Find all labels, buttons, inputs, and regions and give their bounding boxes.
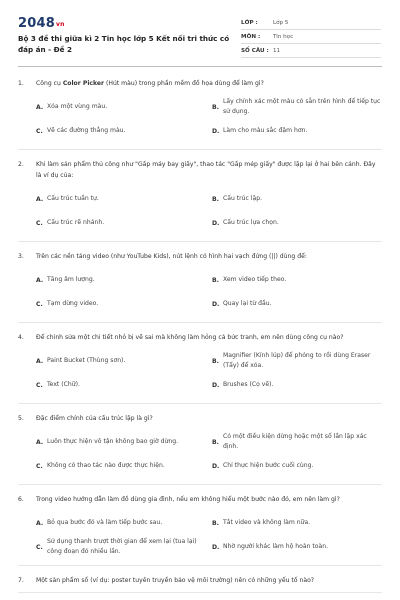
answer-option[interactable] xyxy=(36,211,206,235)
question-text xyxy=(36,251,382,262)
question-number: 2. xyxy=(18,161,24,168)
answer-option[interactable] xyxy=(36,349,206,373)
question-text-part: Khi làm sản phẩm thủ công như "Gấp máy bay giấy", thao tác "Gấp mép giấy" được lặp lại ở hai bên cánh. Đây là ví dụ của: xyxy=(36,161,376,179)
option-letter: D. xyxy=(212,219,220,227)
answer-option[interactable] xyxy=(36,535,206,559)
option-letter: C. xyxy=(36,300,43,308)
question-list xyxy=(18,78,382,593)
option-text: Text (Chữ). xyxy=(47,381,80,388)
option-letter: A. xyxy=(36,103,44,111)
option-letter: D. xyxy=(212,462,220,470)
answer-option[interactable] xyxy=(212,373,382,397)
question-header xyxy=(18,78,382,89)
question-item xyxy=(18,150,382,242)
question-header xyxy=(18,332,382,343)
question-item xyxy=(18,78,382,150)
option-letter: D. xyxy=(212,127,220,135)
question-number: 5. xyxy=(18,415,24,422)
option-text: Cấu trúc lựa chọn. xyxy=(223,219,279,226)
question-number: 4. xyxy=(18,334,24,341)
meta-value-subject: Tin học xyxy=(273,33,294,40)
option-text: Sử dụng thanh trượt thời gian để xem lại (tua lại) công đoạn đó nhiều lần. xyxy=(47,538,197,555)
option-text: Tăng âm lượng. xyxy=(47,276,95,283)
option-text: Tạm dừng video. xyxy=(47,300,99,307)
option-text: Paint Bucket (Thùng sơn). xyxy=(47,357,126,364)
question-item xyxy=(18,242,382,323)
site-logo[interactable] xyxy=(18,16,65,31)
option-letter: B. xyxy=(212,357,219,365)
question-number: 1. xyxy=(18,80,24,87)
meta-label-grade: LỚP : xyxy=(241,19,258,26)
answer-option[interactable] xyxy=(212,211,382,235)
option-text: Bỏ qua bước đó và làm tiếp bước sau. xyxy=(47,519,163,526)
option-text: Chỉ thực hiện bước cuối cùng. xyxy=(223,462,314,469)
question-number: 7. xyxy=(18,577,24,584)
question-header xyxy=(18,159,382,181)
question-text-part: Một sản phẩm số (ví dụ: poster tuyên truyền bảo vệ môi trường) nên có những yếu tố nào? xyxy=(36,577,315,584)
question-text xyxy=(36,494,382,505)
option-text: Không có thao tác nào được thực hiện. xyxy=(47,462,165,469)
question-item xyxy=(18,323,382,404)
option-letter: D. xyxy=(212,300,220,308)
question-text-part: Trên các nền tảng video (như YouTube Kids), nút lệnh có hình hai vạch đứng (||) dùng để: xyxy=(36,253,307,260)
question-number: 6. xyxy=(18,496,24,503)
meta-label-count: SỐ CÂU : xyxy=(241,47,269,54)
answer-option[interactable] xyxy=(212,119,382,143)
meta-row-subject xyxy=(241,30,381,44)
question-text xyxy=(36,575,382,586)
answer-option[interactable] xyxy=(36,119,206,143)
option-letter: C. xyxy=(36,543,43,551)
option-letter: A. xyxy=(36,357,44,365)
logo-text: 2048 xyxy=(18,16,55,31)
option-letter: B. xyxy=(212,276,219,284)
option-text: Xóa một vùng màu. xyxy=(47,103,108,110)
answer-option[interactable] xyxy=(36,268,206,292)
option-text: Cấu trúc lặp. xyxy=(223,195,263,202)
option-letter: A. xyxy=(36,519,44,527)
answer-option[interactable] xyxy=(212,511,382,535)
option-text: Nhờ người khác làm hộ hoàn toàn. xyxy=(223,543,329,550)
answer-option[interactable] xyxy=(212,535,382,559)
answer-option[interactable] xyxy=(212,454,382,478)
option-letter: C. xyxy=(36,462,43,470)
meta-row-grade xyxy=(241,16,381,30)
option-letter: A. xyxy=(36,195,44,203)
option-letter: D. xyxy=(212,543,220,551)
answer-option[interactable] xyxy=(36,373,206,397)
option-letter: B. xyxy=(212,103,219,111)
answer-option[interactable] xyxy=(212,95,382,119)
option-text: Cấu trúc rẽ nhánh. xyxy=(47,219,105,226)
question-text-part: (Hút màu) trong phần mềm đồ họa dùng để làm gì? xyxy=(104,80,264,87)
answer-option[interactable] xyxy=(212,430,382,454)
answer-options xyxy=(18,262,382,316)
option-letter: D. xyxy=(212,381,220,389)
answer-option[interactable] xyxy=(212,187,382,211)
question-text-part: Trong video hướng dẫn làm đồ dùng gia đình, nếu em không hiểu một bước nào đó, em nên làm gì? xyxy=(36,496,340,503)
question-text-part: Để chỉnh sửa một chi tiết nhỏ bị vẽ sai mà không làm hỏng cả bức tranh, em nên dùng công cụ nào? xyxy=(36,334,344,341)
option-text: Xem video tiếp theo. xyxy=(223,276,287,283)
meta-table xyxy=(241,16,381,58)
answer-options xyxy=(18,343,382,397)
answer-option[interactable] xyxy=(212,268,382,292)
question-header xyxy=(18,575,382,586)
option-text: Luôn thực hiện vô tận không bao giờ dừng. xyxy=(47,438,179,445)
question-text-part: Đặc điểm chính của cấu trúc lặp là gì? xyxy=(36,415,153,422)
option-text: Quay lại từ đầu. xyxy=(223,300,272,307)
option-text: Có một điều kiện dừng hoặc một số lần lặp xác định. xyxy=(223,433,367,450)
option-letter: C. xyxy=(36,381,43,389)
answer-option[interactable] xyxy=(36,95,206,119)
question-text xyxy=(36,78,382,89)
meta-label-subject: MÔN : xyxy=(241,33,261,40)
question-header xyxy=(18,251,382,262)
answer-option[interactable] xyxy=(212,349,382,373)
question-item xyxy=(18,566,382,593)
question-item xyxy=(18,485,382,566)
option-text: Tắt video và không làm nữa. xyxy=(223,519,311,526)
question-number: 3. xyxy=(18,253,24,260)
question-text xyxy=(36,413,382,424)
logo-suffix: vn xyxy=(55,21,65,28)
header-divider xyxy=(18,66,382,67)
answer-option[interactable] xyxy=(36,430,206,454)
option-letter: A. xyxy=(36,276,44,284)
meta-row-count xyxy=(241,44,381,58)
option-text: Magnifier (Kính lúp) để phóng to rồi dùng Eraser (Tẩy) để xóa. xyxy=(223,352,371,369)
question-item xyxy=(18,404,382,485)
question-text xyxy=(36,159,382,181)
answer-option[interactable] xyxy=(212,292,382,316)
option-text: Cấu trúc tuần tự. xyxy=(47,195,99,202)
document-header xyxy=(18,8,382,66)
question-header xyxy=(18,494,382,505)
option-text: Vẽ các đường thẳng màu. xyxy=(47,127,126,134)
option-letter: B. xyxy=(212,438,219,446)
question-header xyxy=(18,413,382,424)
answer-option[interactable] xyxy=(36,292,206,316)
option-letter: C. xyxy=(36,127,43,135)
option-text: Brushes (Cọ vẽ). xyxy=(223,381,274,388)
option-text: Làm cho màu sắc đậm hơn. xyxy=(223,127,308,134)
answer-option[interactable] xyxy=(36,511,206,535)
answer-options xyxy=(18,181,382,235)
answer-options xyxy=(18,505,382,559)
meta-value-count: 11 xyxy=(273,47,281,54)
option-text: Lấy chính xác một màu có sẵn trên hình để tiếp tục sử dụng. xyxy=(223,98,381,115)
page-title: Bộ 3 đề thi giữa kì 2 Tin học lớp 5 Kết nối tri thức có đáp án - Đề 2 xyxy=(18,34,230,54)
question-text xyxy=(36,332,382,343)
question-text-emphasis: Color Picker xyxy=(62,80,105,87)
answer-options xyxy=(18,89,382,143)
answer-options xyxy=(18,424,382,478)
answer-option[interactable] xyxy=(36,187,206,211)
option-letter: C. xyxy=(36,219,43,227)
answer-option[interactable] xyxy=(36,454,206,478)
option-letter: B. xyxy=(212,519,219,527)
meta-value-grade: Lớp 5 xyxy=(273,19,289,26)
question-text-part: Công cụ xyxy=(36,80,63,87)
option-letter: B. xyxy=(212,195,219,203)
option-letter: A. xyxy=(36,438,44,446)
